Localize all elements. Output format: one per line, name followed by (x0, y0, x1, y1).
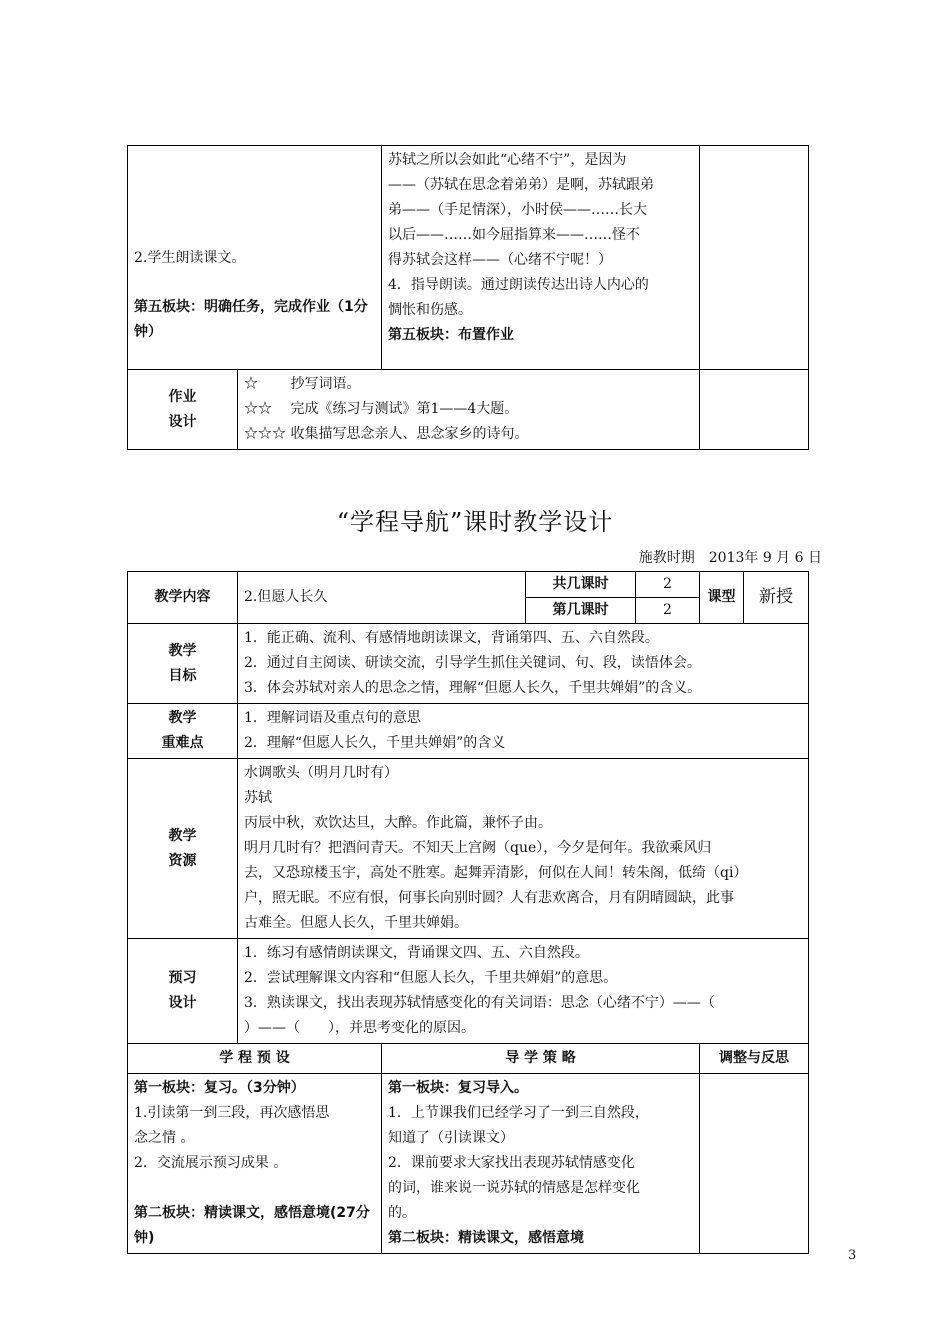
content-label: 教学内容 (128, 572, 238, 624)
key-point-item: 2．理解“但愿人长久，千里共婵娟”的含义 (244, 735, 506, 751)
key-points-content (238, 704, 809, 759)
preset-line: 念之情 。 (134, 1130, 195, 1146)
col-header-strategy: 导 学 策 略 (382, 1044, 700, 1074)
homework-items (238, 370, 700, 450)
key-points-label: 教学 重难点 (128, 704, 238, 759)
preview-item: ）——（ ），并思考变化的原因。 (244, 1020, 475, 1036)
reflection-column (700, 1074, 809, 1254)
section-title: 第五板块：布置作业 (388, 327, 514, 343)
poem-line: 去，又恐琼楼玉宇，高处不胜寒。起舞弄清影，何似在人间！转朱阁，低绮（qi） (244, 865, 748, 881)
lesson-table-continued (127, 145, 809, 450)
reflection-cell (700, 146, 809, 370)
type-label: 课型 (700, 572, 744, 624)
preset-line: 2．交流展示预习成果 。 (134, 1155, 288, 1171)
poem-line: 丙辰中秋，欢饮达旦，大醉。作此篇，兼怀子由。 (244, 815, 552, 831)
type-value: 新授 (744, 572, 809, 624)
goals-label: 教学 目标 (128, 624, 238, 704)
preview-item: 1．练习有感情朗读课文，背诵课文四、五、六自然段。 (244, 945, 589, 961)
homework-item: ☆☆☆ 收集描写思念亲人、思念家乡的诗句。 (244, 426, 529, 442)
poem-line: 苏轼 (244, 790, 272, 806)
text-line: 4．指导朗读。通过朗读传达出诗人内心的 (388, 277, 649, 293)
homework-reflection-cell (700, 370, 809, 450)
preset-line: 1.引读第一到三段，再次感悟思 (134, 1105, 330, 1121)
goal-item: 3．体会苏轼对亲人的思念之情，理解“但愿人长久，千里共婵娟”的含义。 (244, 680, 702, 696)
page-title: “学程导航”课时教学设计 (336, 508, 614, 536)
teacher-strategy-cell (382, 146, 700, 370)
homework-item: ☆☆ 完成《练习与测试》第1——4大题。 (244, 401, 519, 417)
text-line: 得苏轼会这样——（心绪不宁呢！） (388, 252, 612, 268)
col-header-reflection: 调整与反思 (700, 1044, 809, 1074)
section-title: 第二板块：精读课文，感悟意境(27分钟) (134, 1205, 370, 1246)
poem-line: 水调歌头（明月几时有） (244, 765, 398, 781)
strategy-line: 的词，谁来说一说苏轼的情感是怎样变化 (388, 1180, 640, 1196)
text-line: ——（苏轼在思念着弟弟）是啊，苏轼跟弟 (388, 177, 654, 193)
poem-line: 明月几时有？把酒问青天。不知天上宫阙（que），今夕是何年。我欲乘风归 (244, 840, 712, 856)
date-line: 施教时期 2013年 9 月 6 日 (638, 550, 822, 566)
preview-label: 预习 设计 (128, 939, 238, 1044)
strategy-line: 2．课前要求大家找出表现苏轼情感变化 (388, 1155, 635, 1171)
preview-content (238, 939, 809, 1044)
student-activity-cell (128, 146, 382, 370)
poem-line: 户，照无眠。不应有恨，何事长向别时圆？人有悲欢离合，月有阴晴圆缺，此事 (244, 890, 734, 906)
resources-content (238, 759, 809, 939)
content-value: 2.但愿人长久 (238, 572, 526, 624)
strategy-column (382, 1074, 700, 1254)
strategy-line: 1．上节课我们已经学习了一到三自然段， (388, 1105, 649, 1121)
section-title: 第二板块：精读课文，感悟意境 (388, 1230, 584, 1246)
key-point-item: 1．理解词语及重点句的意思 (244, 710, 421, 726)
text-line: 以后——……如今屈指算来——……怪不 (388, 227, 640, 243)
text-line: 苏轼之所以会如此“心绪不宁”，是因为 (388, 152, 627, 168)
total-lessons-label: 共几课时 (526, 572, 636, 598)
page-number: 3 (848, 1248, 857, 1263)
poem-line: 古难全。但愿人长久，千里共婵娟。 (244, 915, 468, 931)
goal-item: 1．能正确、流利、有感情地朗读课文，背诵第四、五、六自然段。 (244, 630, 659, 646)
goals-content (238, 624, 809, 704)
lesson-no-label: 第几课时 (526, 598, 636, 624)
total-lessons-value: 2 (636, 572, 700, 598)
student-line: 2.学生朗读课文。 (134, 250, 246, 266)
section-title: 第一板块：复习。（3分钟） (134, 1080, 305, 1096)
section-title: 第五板块：明确任务，完成作业（1分钟） (134, 299, 368, 340)
text-line: 弟——（手足情深），小时侯——……长大 (388, 202, 647, 218)
preview-item: 2．尝试理解课文内容和“但愿人长久，千里共婵娟”的意思。 (244, 970, 618, 986)
goal-item: 2．通过自主阅读、研读交流，引导学生抓住关键词、句、段，读悟体会。 (244, 655, 701, 671)
resources-label: 教学 资源 (128, 759, 238, 939)
preset-column (128, 1074, 382, 1254)
section-title: 第一板块：复习导入。 (388, 1080, 528, 1096)
strategy-line: 知道了（引读课文） (388, 1130, 514, 1146)
homework-item: ☆ 抄写词语。 (244, 376, 361, 392)
homework-label: 作业 设计 (128, 370, 238, 450)
lesson-no-value: 2 (636, 598, 700, 624)
col-header-preset: 学 程 预 设 (128, 1044, 382, 1074)
text-line: 惆怅和伤感。 (388, 302, 472, 318)
preview-item: 3．熟读课文，找出表现苏轼情感变化的有关词语：思念（心绪不宁）——（ (244, 995, 715, 1011)
strategy-line: 的。 (388, 1205, 416, 1221)
lesson-design-table (127, 571, 809, 1254)
